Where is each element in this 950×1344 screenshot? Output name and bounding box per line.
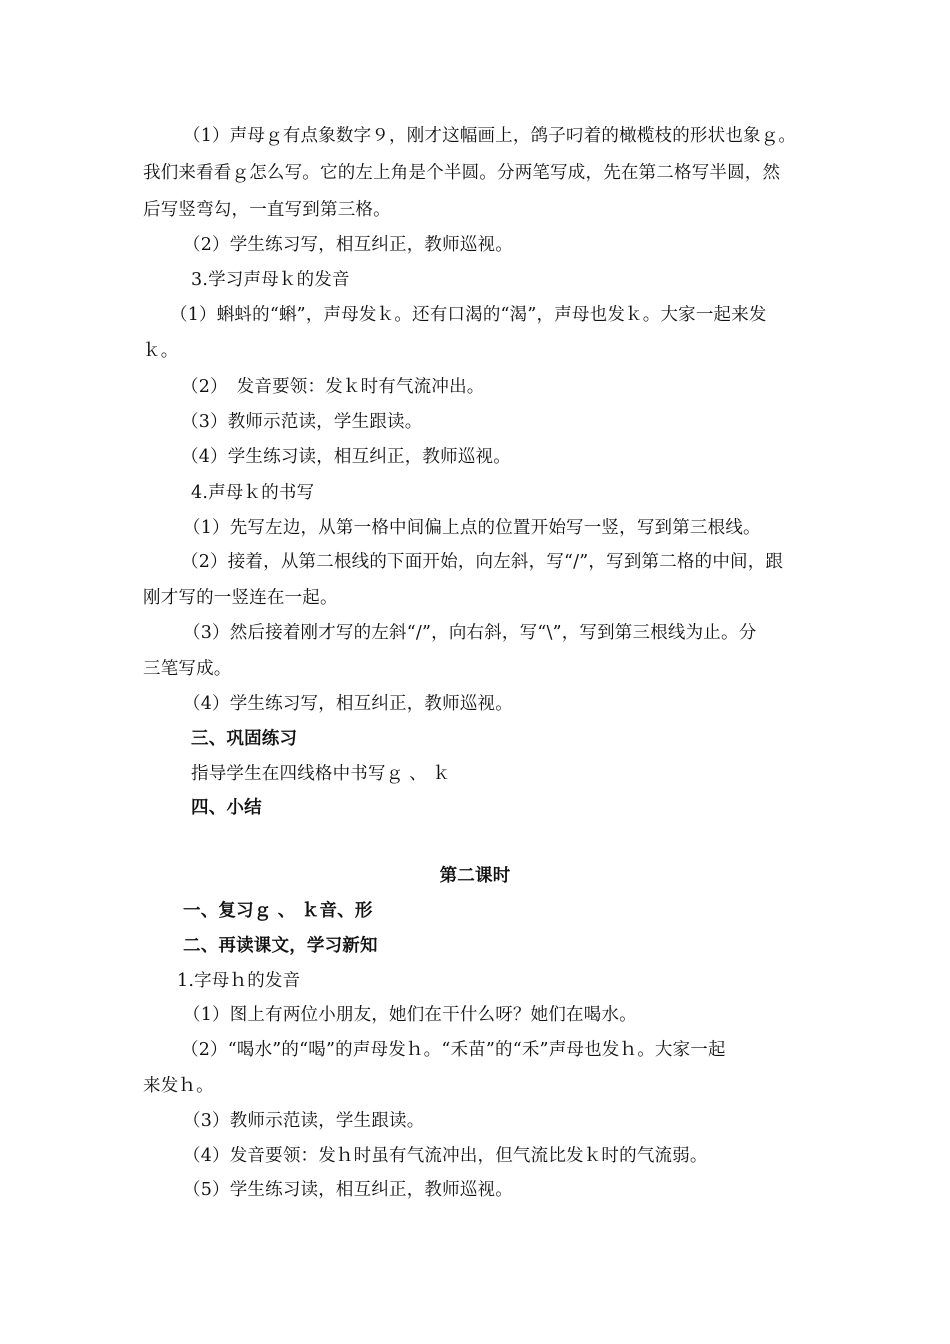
paragraph-line: （4）学生练习写，相互纠正，教师巡视。 [183,694,513,714]
paragraph-line: （4）学生练习读，相互纠正，教师巡视。 [181,447,511,467]
section-subheading: 3.学习声母ｋ的发音 [191,270,350,290]
paragraph-line: （1）图上有两位小朋友，她们在干什么呀？她们在喝水。 [183,1005,637,1025]
paragraph-line: （2） 发音要领：发ｋ时有气流冲出。 [181,377,485,397]
paragraph-line: （1）声母ｇ有点象数字９，刚才这幅画上，鸽子叼着的橄榄枝的形状也象ｇ。 [183,126,797,146]
paragraph-line: 三笔写成。 [143,659,232,679]
section-heading: 二、再读课文，学习新知 [183,936,378,956]
paragraph-line: 指导学生在四线格中书写ｇ 、 ｋ [191,764,451,784]
paragraph-line: 我们来看看ｇ怎么写。它的左上角是个半圆。分两笔写成，先在第二格写半圆，然 [143,163,781,183]
paragraph-line: （5）学生练习读，相互纠正，教师巡视。 [183,1180,513,1200]
paragraph-line: 刚才写的一竖连在一起。 [143,588,338,608]
paragraph-line: 来发ｈ。 [143,1076,214,1096]
paragraph-line: （3）教师示范读，学生跟读。 [183,1111,425,1131]
paragraph-line: 后写竖弯勾，一直写到第三格。 [143,200,391,220]
paragraph-line: （2）接着，从第二根线的下面开始，向左斜，写“/”，写到第二格的中间，跟 [181,552,784,572]
lesson-title: 第二课时 [439,866,511,886]
section-heading: 四、小结 [191,798,262,818]
paragraph-line: （2）学生练习写，相互纠正，教师巡视。 [183,235,513,255]
paragraph-line: （1）先写左边，从第一格中间偏上点的位置开始写一竖，写到第三根线。 [183,518,761,538]
paragraph-line: （3）教师示范读，学生跟读。 [181,412,423,432]
paragraph-line: （3）然后接着刚才写的左斜“/”，向右斜，写“\”，写到第三根线为止。分 [183,623,757,643]
paragraph-line: （4）发音要领：发ｈ时虽有气流冲出，但气流比发ｋ时的气流弱。 [183,1146,708,1166]
paragraph-line: ｋ。 [143,341,179,361]
section-subheading: 1.字母ｈ的发音 [177,971,301,991]
paragraph-line: （1）蝌蚪的“蝌”，声母发ｋ。还有口渴的“渴”，声母也发ｋ。大家一起来发 [170,305,767,325]
section-subheading: 4.声母ｋ的书写 [191,483,315,503]
section-heading: 三、巩固练习 [191,729,298,749]
section-heading: 一、复习ｇ 、 ｋ音、形 [183,901,373,921]
paragraph-line: （2）“喝水”的“喝”的声母发ｈ。“禾苗”的“禾”声母也发ｈ。大家一起 [181,1040,726,1060]
